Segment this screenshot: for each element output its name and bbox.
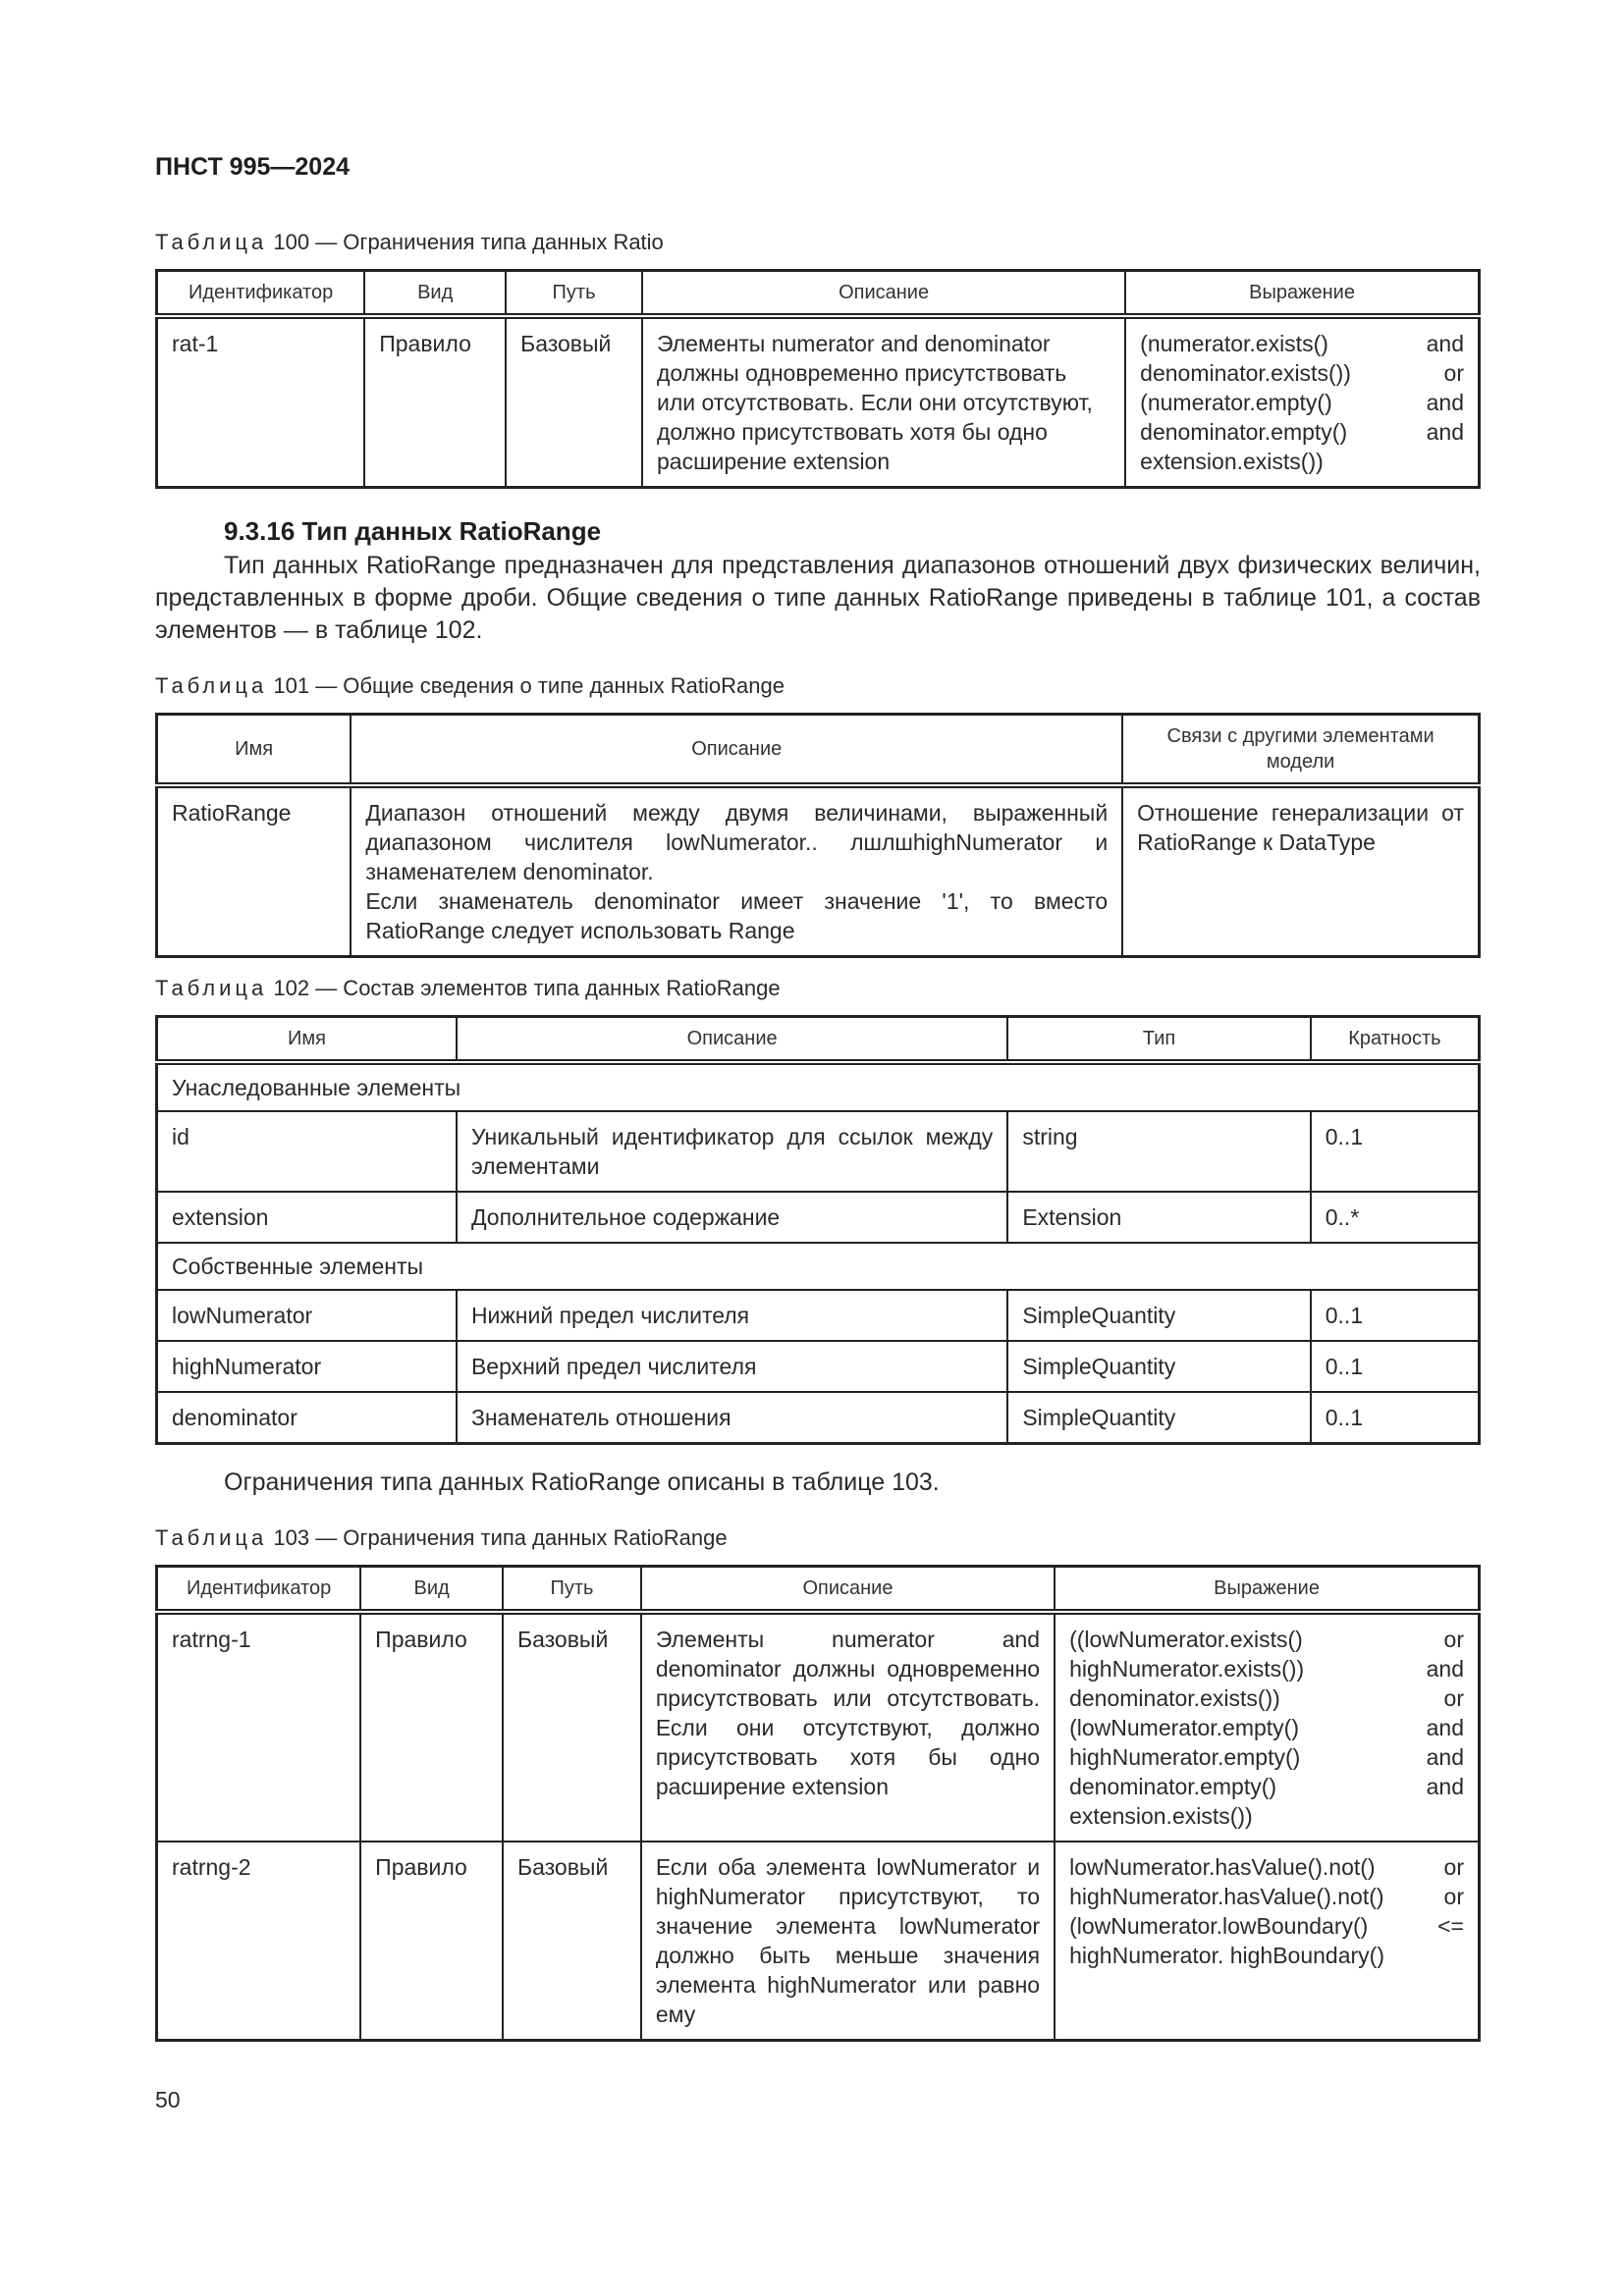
- table-header-row: [157, 715, 1480, 786]
- table-row: [157, 316, 1480, 488]
- caption-prefix: Таблица: [155, 230, 268, 254]
- col-header-type: Тип: [1007, 1017, 1310, 1063]
- cell-description: Знаменатель отношения: [457, 1392, 1007, 1444]
- page-number: 50: [155, 2087, 181, 2112]
- section-title: 9.3.16 Тип данных RatioRange: [224, 516, 602, 546]
- cell-description: Верхний предел числителя: [457, 1341, 1007, 1392]
- table-row: [157, 1612, 1480, 1842]
- table-row: [157, 1341, 1480, 1392]
- cell-name: lowNumerator: [157, 1290, 457, 1341]
- table-row: [157, 785, 1480, 957]
- caption-text: 100 — Ограничения типа данных Ratio: [267, 230, 664, 254]
- cell-name: extension: [157, 1192, 457, 1243]
- table-103: [155, 1565, 1481, 2042]
- caption-text: 102 — Состав элементов типа данных RatioRange: [267, 976, 781, 1000]
- table-103-caption: [155, 1525, 728, 1551]
- table-header-row: [157, 1017, 1480, 1063]
- table-row: [157, 1111, 1480, 1192]
- col-header-description: Описание: [351, 715, 1122, 786]
- document-id-header: ПНСТ 995—2024: [155, 153, 350, 181]
- cell-cardinality: 0..1: [1311, 1290, 1480, 1341]
- table-row: [157, 1842, 1480, 2041]
- table-row: [157, 1290, 1480, 1341]
- cell-kind: Правило: [360, 1842, 503, 2041]
- col-header-kind: Вид: [364, 271, 506, 317]
- caption-prefix: Таблица: [155, 673, 268, 698]
- cell-type: Extension: [1007, 1192, 1310, 1243]
- cell-cardinality: 0..1: [1311, 1392, 1480, 1444]
- cell-description: Элементы numerator and denominator должны одновременно присутствовать или отсутствовать. Если они отсутствуют, должно присутствовать хотя бы одно расширение extension: [642, 316, 1125, 488]
- cell-type: string: [1007, 1111, 1310, 1192]
- cell-path: Базовый: [506, 316, 642, 488]
- table-header-row: [157, 1567, 1480, 1613]
- table-100-caption: [155, 230, 664, 255]
- cell-path: Базовый: [503, 1842, 641, 2041]
- group-row-own: [157, 1243, 1480, 1290]
- table-102: [155, 1015, 1481, 1445]
- col-header-expression: Выражение: [1055, 1567, 1479, 1613]
- col-header-description: Описание: [642, 271, 1125, 317]
- section-paragraph: Тип данных RatioRange предназначен для представления диапазонов отношений двух физических величин, представленных в форме дроби. Общие сведения о типе данных RatioRange приведены в таблице 101, а состав элементов — в таблице 102.: [155, 552, 1481, 644]
- cell-identifier: ratrng-1: [157, 1612, 361, 1842]
- col-header-name: Имя: [157, 1017, 457, 1063]
- col-header-description: Описание: [641, 1567, 1055, 1613]
- col-header-name: Имя: [157, 715, 352, 786]
- caption-text: 101 — Общие сведения о типе данных RatioRange: [267, 673, 785, 698]
- cell-type: SimpleQuantity: [1007, 1290, 1310, 1341]
- cell-name: highNumerator: [157, 1341, 457, 1392]
- table-101-caption: [155, 673, 785, 699]
- caption-prefix: Таблица: [155, 1525, 268, 1550]
- table-102-caption: [155, 976, 781, 1001]
- col-header-cardinality: Кратность: [1311, 1017, 1480, 1063]
- col-header-identifier: Идентификатор: [157, 1567, 361, 1613]
- table-row: [157, 1192, 1480, 1243]
- cell-description: Нижний предел числителя: [457, 1290, 1007, 1341]
- table-101: [155, 713, 1481, 958]
- cell-cardinality: 0..*: [1311, 1192, 1480, 1243]
- group-row-inherited: [157, 1062, 1480, 1111]
- cell-name: id: [157, 1111, 457, 1192]
- col-header-identifier: Идентификатор: [157, 271, 365, 317]
- cell-identifier: rat-1: [157, 316, 365, 488]
- table-header-row: [157, 271, 1480, 317]
- cell-type: SimpleQuantity: [1007, 1341, 1310, 1392]
- col-header-description: Описание: [457, 1017, 1007, 1063]
- cell-expression: lowNumerator.hasValue().not() or highNumerator.hasValue().not() or (lowNumerator.lowBoundary() <= highNumerator. highBoundary(): [1055, 1842, 1479, 2041]
- cell-cardinality: 0..1: [1311, 1111, 1480, 1192]
- caption-prefix: Таблица: [155, 976, 268, 1000]
- caption-text: 103 — Ограничения типа данных RatioRange: [267, 1525, 728, 1550]
- cell-name: RatioRange: [157, 785, 352, 957]
- description-part-2: Если знаменатель denominator имеет значение '1', то вместо RatioRange следует использовать Range: [365, 888, 1109, 943]
- table-row: [157, 1392, 1480, 1444]
- group-label: Унаследованные элементы: [157, 1062, 1480, 1111]
- cell-description: Уникальный идентификатор для ссылок между элементами: [457, 1111, 1007, 1192]
- cell-expression: ((lowNumerator.exists() or highNumerator.exists()) and denominator.exists()) or (lowNumerator.empty() and highNumerator.empty() and denominator.empty() and extension.exists()): [1055, 1612, 1479, 1842]
- description-part-1: Диапазон отношений между двумя величинами, выраженный диапазоном числителя lowNumerator.. лшлшhighNumerator и знаменателем denominator.: [365, 800, 1109, 884]
- cell-name: denominator: [157, 1392, 457, 1444]
- col-header-path: Путь: [506, 271, 642, 317]
- group-label: Собственные элементы: [157, 1243, 1480, 1290]
- cell-description: Элементы numerator and denominator должны одновременно присутствовать или отсутствовать. Если они отсутствуют, должно присутствовать хотя бы одно расширение extension: [641, 1612, 1055, 1842]
- cell-description: Если оба элемента lowNumerator и highNumerator присутствуют, то значение элемента lowNumerator должно быть меньше значения элемента highNumerator или равно ему: [641, 1842, 1055, 2041]
- cell-relations: Отношение генерализации от RatioRange к DataType: [1122, 785, 1479, 957]
- cell-path: Базовый: [503, 1612, 641, 1842]
- constraints-note: Ограничения типа данных RatioRange описаны в таблице 103.: [224, 1468, 940, 1496]
- table-100: [155, 269, 1481, 489]
- cell-type: SimpleQuantity: [1007, 1392, 1310, 1444]
- cell-description: Дополнительное содержание: [457, 1192, 1007, 1243]
- cell-description: [351, 785, 1122, 957]
- cell-cardinality: 0..1: [1311, 1341, 1480, 1392]
- cell-expression: (numerator.exists() and denominator.exists()) or (numerator.empty() and denominator.empty() and extension.exists()): [1125, 316, 1479, 488]
- col-header-kind: Вид: [360, 1567, 503, 1613]
- cell-kind: Правило: [360, 1612, 503, 1842]
- col-header-relations: Связи с другими элементами модели: [1122, 715, 1479, 786]
- col-header-path: Путь: [503, 1567, 641, 1613]
- cell-identifier: ratrng-2: [157, 1842, 361, 2041]
- col-header-expression: Выражение: [1125, 271, 1479, 317]
- cell-kind: Правило: [364, 316, 506, 488]
